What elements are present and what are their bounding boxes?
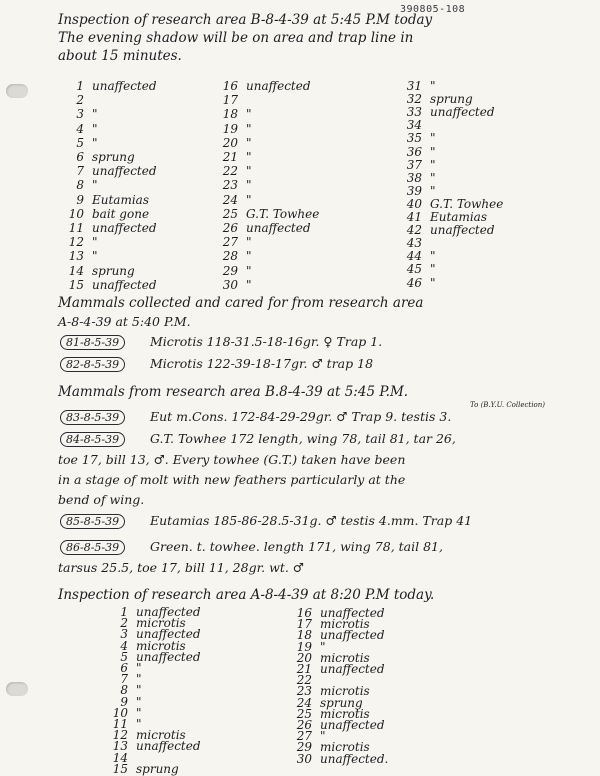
trap-status: " (430, 170, 436, 185)
collection-note: To (B.Y.U. Collection) (470, 401, 545, 409)
trap-status: G.T. Towhee (430, 196, 504, 211)
trap-entry (218, 236, 252, 248)
trap-entry (402, 185, 436, 197)
trap-entry (402, 93, 473, 105)
trap-entry (402, 237, 430, 249)
trap-number: 7 (120, 672, 128, 687)
header-line-3: about 15 minutes. (58, 48, 182, 64)
trap-status: microtis (320, 706, 370, 721)
trap-entry (402, 277, 436, 289)
trap-status: bait gone (92, 206, 150, 221)
trap-status: " (136, 705, 142, 720)
trap-number: 12 (112, 728, 128, 743)
trap-status: " (92, 107, 98, 122)
trap-entry (402, 263, 436, 275)
trap-number: 40 (406, 196, 422, 211)
trap-number: 11 (68, 221, 84, 235)
trap-entry (64, 94, 92, 106)
trap-number: 22 (222, 164, 238, 179)
trap-number: 5 (76, 135, 84, 150)
trap-status: unaffected. (320, 751, 389, 766)
trap-number: 24 (222, 192, 238, 207)
trap-entry (218, 208, 319, 220)
trap-number: 22 (296, 673, 312, 688)
trap-entry (218, 222, 311, 234)
trap-number: 26 (296, 718, 312, 732)
trap-number: 33 (406, 105, 422, 120)
trap-status: unaffected (136, 605, 201, 619)
trap-number: 14 (112, 750, 128, 765)
trap-status: " (92, 249, 98, 264)
trap-number: 4 (120, 638, 128, 653)
trap-status: " (430, 131, 436, 146)
trap-number: 8 (76, 178, 84, 193)
trap-number: 25 (296, 706, 312, 721)
trap-number: 25 (222, 206, 238, 221)
trap-status: " (430, 249, 436, 264)
trap-status: sprung (320, 695, 363, 710)
trap-number: 3 (120, 627, 128, 642)
specimen-entry: Green. t. towhee. length 171, wing 78, tail 81, (150, 539, 443, 554)
trap-status: " (320, 639, 326, 654)
trap-status: " (246, 121, 252, 136)
trap-number: 16 (222, 79, 238, 93)
trap-number: 7 (76, 164, 84, 179)
trap-entry (64, 123, 98, 135)
catalog-badge: 85-8-5-39 (60, 514, 125, 529)
punch-hole (6, 84, 28, 98)
trap-status: " (430, 275, 436, 290)
trap-status: microtis (136, 616, 186, 631)
trap-number: 27 (296, 729, 312, 744)
trap-number: 10 (112, 705, 128, 720)
trap-status: " (430, 157, 436, 172)
trap-status: microtis (136, 728, 186, 743)
trap-status: microtis (320, 684, 370, 699)
trap-status: unaffected (136, 739, 201, 754)
trap-number: 2 (120, 616, 128, 631)
trap-status: unaffected (92, 277, 157, 292)
trap-number: 36 (406, 144, 422, 159)
trap-number: 18 (222, 107, 238, 122)
trap-entry (218, 123, 252, 135)
trap-status: " (92, 121, 98, 136)
catalog-badge: 83-8-5-39 (60, 410, 125, 425)
trap-status: " (246, 107, 252, 122)
trap-number: 16 (296, 606, 312, 620)
specimen-entry-continued: toe 17, bill 13, ♂. Every towhee (G.T.) taken have been (58, 452, 406, 467)
trap-number: 6 (120, 661, 128, 675)
trap-number: 18 (296, 628, 312, 643)
trap-status: " (430, 79, 436, 93)
trap-status: unaffected (430, 105, 495, 120)
trap-number: 2 (76, 93, 84, 108)
trap-number: 32 (406, 92, 422, 107)
trap-entry (218, 265, 252, 277)
trap-entry (64, 279, 157, 291)
trap-number: 46 (406, 275, 422, 290)
trap-status: unaffected (246, 221, 311, 235)
trap-entry (64, 250, 98, 262)
trap-number: 13 (68, 249, 84, 264)
trap-number: 42 (406, 223, 422, 238)
trap-status: " (246, 235, 252, 250)
trap-number: 4 (76, 121, 84, 136)
trap-status: unaffected (92, 79, 157, 93)
specimen-entry-continued: bend of wing. (58, 492, 145, 507)
trap-status: " (430, 262, 436, 277)
trap-status: " (246, 263, 252, 278)
trap-number: 29 (296, 740, 312, 755)
trap-status: Eutamias (430, 210, 487, 224)
trap-number: 29 (222, 263, 238, 278)
trap-entry (64, 165, 157, 177)
trap-number: 24 (296, 695, 312, 710)
trap-status: Eutamias (92, 192, 149, 207)
trap-status: " (246, 178, 252, 193)
trap-number: 44 (406, 249, 422, 264)
header-line-2: The evening shadow will be on area and trap line in (58, 30, 414, 46)
trap-entry (218, 137, 252, 149)
trap-status: " (246, 249, 252, 264)
trap-number: 8 (120, 683, 128, 698)
trap-status: " (136, 717, 142, 731)
trap-entry (64, 222, 157, 234)
catalog-badge: 84-8-5-39 (60, 432, 125, 447)
trap-entry (218, 165, 252, 177)
specimen-entry: Eut m.Cons. 172-84-29-29gr. ♂ Trap 9. testis 3. (150, 409, 452, 424)
trap-entry (218, 94, 246, 106)
trap-status: unaffected (92, 164, 157, 179)
trap-entry (402, 198, 503, 210)
trap-entry (402, 132, 436, 144)
section-2-heading-1: Mammals collected and cared for from research area (58, 295, 424, 311)
trap-status: " (246, 135, 252, 150)
trap-status: " (246, 277, 252, 292)
trap-status: " (92, 135, 98, 150)
trap-number: 27 (222, 235, 238, 250)
trap-status: unaffected (320, 606, 385, 620)
trap-number: 1 (120, 605, 128, 619)
trap-status: microtis (320, 650, 370, 665)
trap-status: unaffected (136, 649, 201, 664)
page-stamp-id: 390805-108 (400, 4, 466, 15)
trap-status: " (246, 150, 252, 164)
trap-number: 39 (406, 183, 422, 198)
trap-number: 15 (68, 277, 84, 292)
trap-status: " (246, 164, 252, 179)
trap-number: 20 (296, 650, 312, 665)
trap-status: " (320, 729, 326, 744)
trap-number: 19 (222, 121, 238, 136)
trap-entry (402, 224, 495, 236)
trap-entry (64, 236, 98, 248)
trap-number: 21 (222, 150, 238, 164)
header-line-1: Inspection of research area B-8-4-39 at 5:45 P.M today (58, 12, 433, 28)
trap-status: G.T. Towhee (246, 206, 320, 221)
trap-entry (218, 151, 252, 163)
trap-status: " (92, 235, 98, 250)
trap-status: sprung (136, 761, 179, 776)
trap-status: " (430, 144, 436, 159)
trap-status: microtis (320, 617, 370, 632)
trap-entry (402, 250, 436, 262)
trap-entry (402, 211, 487, 223)
trap-number: 10 (68, 206, 84, 221)
trap-entry (402, 172, 436, 184)
trap-number: 14 (68, 263, 84, 278)
catalog-badge: 86-8-5-39 (60, 540, 125, 555)
trap-entry (64, 194, 149, 206)
trap-entry (64, 179, 98, 191)
trap-entry (402, 80, 436, 92)
trap-number: 30 (296, 751, 312, 766)
trap-status: microtis (136, 638, 186, 653)
trap-number: 37 (406, 157, 422, 172)
trap-number: 20 (222, 135, 238, 150)
trap-number: 23 (296, 684, 312, 699)
specimen-entry-continued: tarsus 25.5, toe 17, bill 11, 28gr. wt. ♂ (58, 560, 305, 575)
trap-status: sprung (92, 263, 135, 278)
trap-number: 9 (76, 192, 84, 207)
trap-entry (402, 159, 436, 171)
trap-status: unaffected (320, 718, 385, 732)
trap-number: 26 (222, 221, 238, 235)
trap-number: 34 (406, 118, 422, 133)
trap-entry (402, 106, 495, 118)
trap-status: microtis (320, 740, 370, 755)
trap-entry (218, 194, 252, 206)
trap-number: 41 (406, 210, 422, 224)
trap-entry (64, 137, 98, 149)
specimen-entry: G.T. Towhee 172 length, wing 78, tail 81, tar 26, (150, 431, 456, 446)
trap-number: 5 (120, 649, 128, 664)
trap-number: 3 (76, 107, 84, 122)
trap-status: sprung (92, 150, 135, 164)
trap-entry (108, 763, 179, 775)
trap-entry (64, 108, 98, 120)
trap-entry (64, 151, 135, 163)
trap-status: unaffected (136, 627, 201, 642)
trap-status: " (136, 694, 142, 709)
trap-entry (218, 279, 252, 291)
trap-entry (64, 208, 149, 220)
trap-number: 9 (120, 694, 128, 709)
trap-status: " (136, 683, 142, 698)
trap-number: 21 (296, 662, 312, 676)
trap-number: 31 (406, 79, 422, 93)
trap-entry (64, 80, 157, 92)
trap-status: " (136, 661, 142, 675)
trap-number: 1 (76, 79, 84, 93)
trap-entry (402, 119, 430, 131)
trap-entry (64, 265, 135, 277)
trap-number: 30 (222, 277, 238, 292)
section-4-heading: Inspection of research area A-8-4-39 at 8:20 P.M today. (58, 587, 435, 603)
trap-entry (218, 250, 252, 262)
trap-number: 35 (406, 131, 422, 146)
specimen-entry: Microtis 118-31.5-18-16gr. ♀ Trap 1. (150, 334, 383, 349)
catalog-badge: 81-8-5-39 (60, 335, 125, 350)
trap-number: 28 (222, 249, 238, 264)
trap-number: 6 (76, 150, 84, 164)
trap-number: 13 (112, 739, 128, 754)
trap-status: unaffected (320, 628, 385, 643)
trap-number: 38 (406, 170, 422, 185)
specimen-entry: Eutamias 185-86-28.5-31g. ♂ testis 4.mm. Trap 41 (150, 513, 473, 528)
trap-number: 45 (406, 262, 422, 277)
trap-number: 17 (222, 93, 238, 108)
catalog-badge: 82-8-5-39 (60, 357, 125, 372)
trap-entry (292, 753, 388, 765)
trap-number: 43 (406, 236, 422, 251)
trap-status: sprung (430, 92, 473, 107)
specimen-entry: Microtis 122-39-18-17gr. ♂ trap 18 (150, 356, 374, 371)
trap-number: 17 (296, 617, 312, 632)
punch-hole (6, 682, 28, 696)
trap-entry (218, 108, 252, 120)
trap-status: unaffected (430, 223, 495, 238)
trap-status: unaffected (246, 79, 311, 93)
trap-entry (402, 146, 436, 158)
trap-number: 15 (112, 761, 128, 776)
section-3-heading: Mammals from research area B.8-4-39 at 5:45 P.M. (58, 384, 409, 400)
trap-number: 12 (68, 235, 84, 250)
trap-number: 11 (112, 717, 128, 731)
trap-entry (218, 80, 311, 92)
trap-number: 19 (296, 639, 312, 654)
section-2-heading-2: A-8-4-39 at 5:40 P.M. (58, 314, 191, 329)
trap-status: " (246, 192, 252, 207)
trap-number: 23 (222, 178, 238, 193)
trap-status: " (92, 178, 98, 193)
trap-status: unaffected (320, 662, 385, 676)
trap-status: unaffected (92, 221, 157, 235)
trap-status: " (136, 672, 142, 687)
specimen-entry-continued: in a stage of molt with new feathers particularly at the (58, 472, 406, 487)
trap-entry (218, 179, 252, 191)
trap-status: " (430, 183, 436, 198)
